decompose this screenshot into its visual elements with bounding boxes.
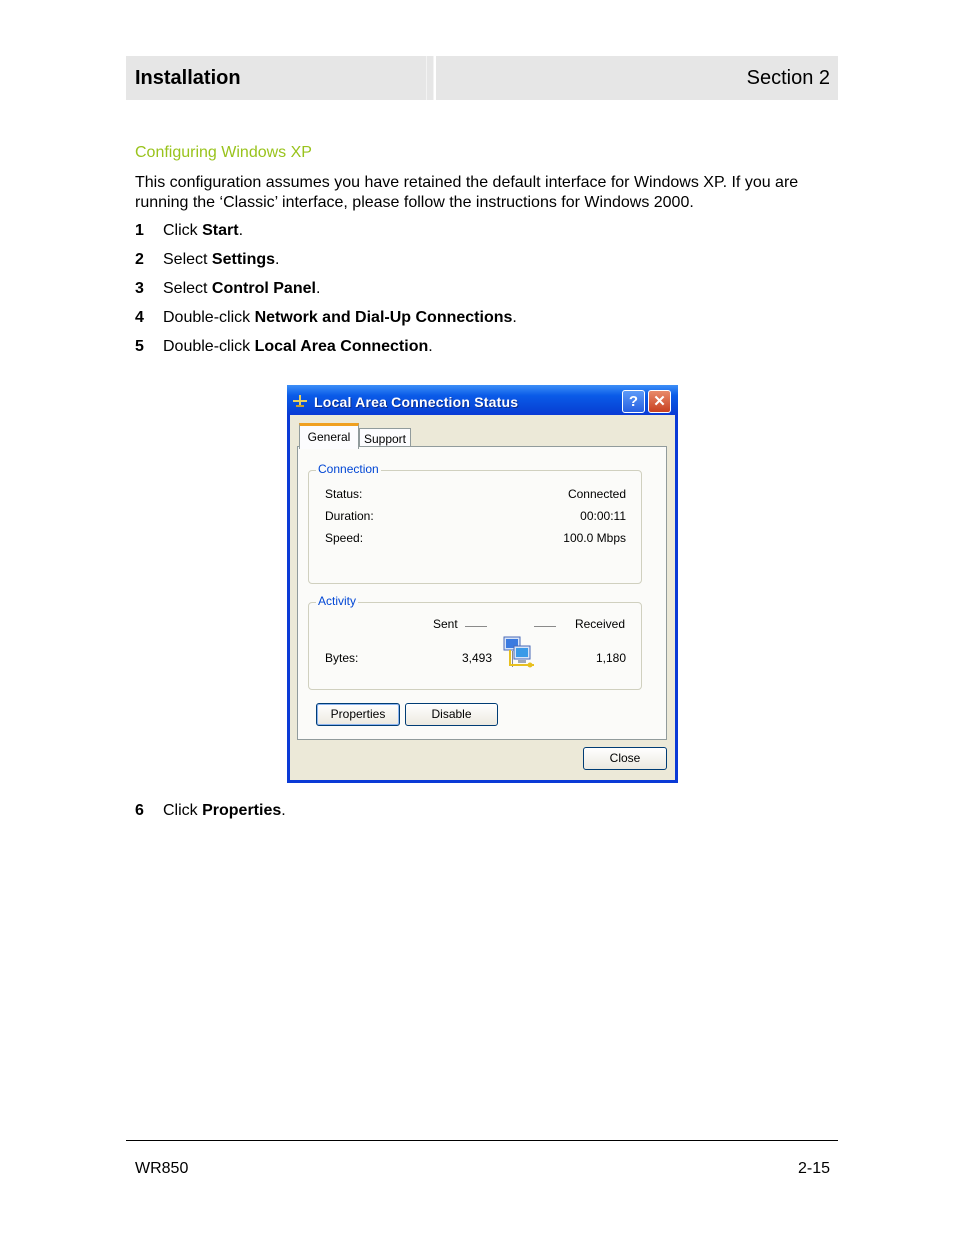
step-pre: Double-click	[163, 309, 255, 326]
intro-paragraph: This configuration assumes you have retained the default interface for Windows XP. If you are running the ‘Classic’ interface, please follow the instructions for Windows 2000.	[135, 174, 799, 211]
dialog-titlebar[interactable]	[287, 385, 678, 415]
close-button[interactable]: Close	[583, 747, 667, 770]
step-pre: Select	[163, 280, 212, 297]
step-bold: Start	[202, 222, 239, 239]
step-post: .	[238, 222, 244, 239]
step-text	[163, 802, 286, 820]
bytes-label: Bytes:	[325, 651, 359, 665]
received-line	[534, 626, 556, 627]
help-button[interactable]: ?	[622, 390, 645, 413]
step-number: 5	[135, 338, 144, 355]
tab-support[interactable]: Support	[359, 428, 411, 449]
step-pre: Click	[163, 222, 203, 239]
step-pre: Select	[163, 251, 212, 268]
footer-page-number: 2-15	[797, 1160, 830, 1177]
status-label: Status:	[325, 487, 363, 501]
duration-value: 00:00:11	[580, 509, 626, 523]
step-text	[163, 280, 320, 298]
connection-legend: Connection	[318, 462, 379, 476]
network-computers-icon	[500, 635, 538, 669]
step-bold: Settings	[211, 251, 276, 268]
step-text	[163, 309, 517, 327]
close-window-button[interactable]	[648, 390, 671, 413]
activity-group	[308, 594, 642, 690]
bytes-received: 1,180	[595, 651, 626, 665]
step-pre: Double-click	[163, 338, 255, 355]
dialog-title: Local Area Connection Status	[314, 394, 519, 410]
footer-rule	[126, 1140, 838, 1141]
step-post: .	[281, 802, 286, 819]
sent-label: Sent	[433, 617, 458, 631]
step-text	[163, 222, 243, 240]
step-text	[163, 251, 280, 269]
lan-status-dialog	[287, 385, 678, 783]
step-post: .	[428, 338, 433, 355]
close-icon: ✕	[653, 393, 666, 410]
step-bold: Control Panel	[211, 280, 316, 297]
step-post: .	[315, 280, 321, 297]
tab-general[interactable]: General	[299, 423, 359, 449]
connection-group	[308, 462, 642, 584]
received-label: Received	[574, 617, 625, 631]
speed-value: 100.0 Mbps	[563, 531, 626, 545]
header-title: Installation	[135, 67, 241, 89]
header-section: Section 2	[746, 67, 830, 89]
subheading: Configuring Windows XP	[135, 144, 312, 161]
step-post: .	[275, 251, 280, 268]
network-connection-icon	[292, 393, 308, 409]
step-post: .	[512, 309, 517, 326]
bytes-sent: 3,493	[462, 651, 493, 665]
properties-button[interactable]: Properties	[316, 703, 400, 726]
footer-model: WR850	[135, 1160, 189, 1177]
step-number: 4	[135, 309, 144, 326]
step-pre: Click	[163, 802, 203, 819]
step-number: 1	[135, 222, 144, 239]
step-number: 2	[135, 251, 144, 268]
step-number: 3	[135, 280, 144, 297]
header-divider	[426, 56, 434, 100]
duration-label: Duration:	[325, 509, 374, 523]
activity-legend: Activity	[318, 594, 357, 608]
status-value: Connected	[567, 487, 626, 501]
step-text	[163, 338, 433, 356]
disable-button[interactable]: Disable	[405, 703, 498, 726]
step-bold: Local Area Connection	[254, 338, 429, 355]
step-number: 6	[135, 802, 144, 819]
dialog-body	[290, 415, 675, 780]
page-header	[126, 56, 838, 100]
step-bold: Network and Dial-Up Connections	[254, 309, 513, 326]
sent-line	[465, 626, 487, 627]
speed-label: Speed:	[325, 531, 364, 545]
step-bold: Properties	[202, 802, 282, 819]
